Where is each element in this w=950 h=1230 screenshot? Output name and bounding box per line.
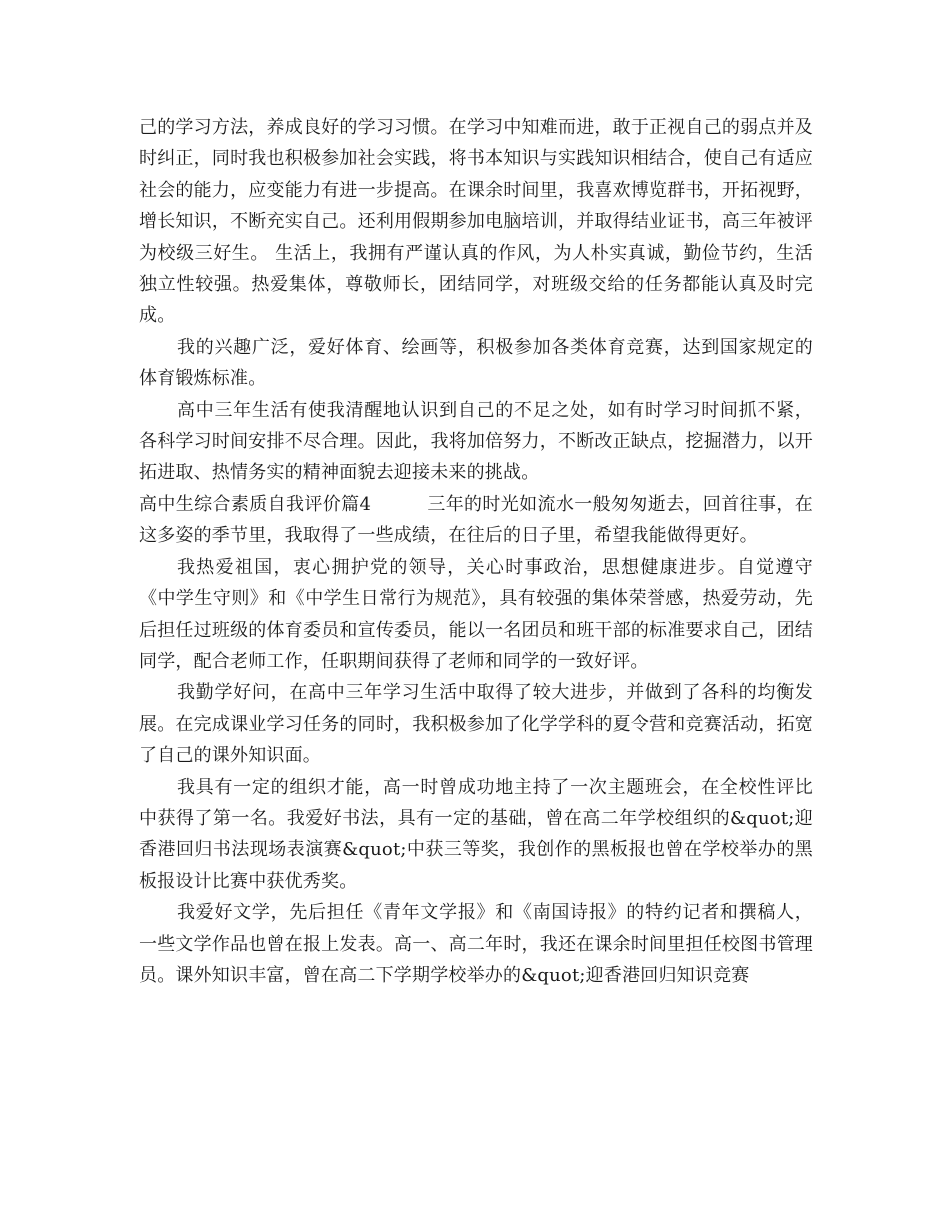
paragraph-literature: 我爱好文学，先后担任《青年文学报》和《南国诗报》的特约记者和撰稿人，一些文学作品也曾在报上发表。高一、高二年时，我还在课余时间里担任校图书管理员。课外知识丰富，曾在高二下学期学校举办的&quot;迎香港回归知识竞赛	[139, 902, 813, 986]
paragraph-shortcomings: 高中三年生活有使我清醒地认识到自己的不足之处，如有时学习时间抓不紧，各科学习时间安排不尽合理。因此，我将加倍努力，不断改正缺点，挖掘潜力，以开拓进取、热情务实的精神面貌去迎接未来的挑战。	[139, 399, 813, 484]
paragraph-section-4-intro	[139, 489, 813, 552]
paragraph-study-and-life: 己的学习方法，养成良好的学习习惯。在学习中知难而进，敢于正视自己的弱点并及时纠正，同时我也积极参加社会实践，将书本知识与实践知识相结合，使自己有适应社会的能力，应变能力有进一步提高。在课余时间里，我喜欢博览群书，开拓视野，增长知识，不断充实自己。还利用假期参加电脑培训，并取得结业证书，高三年被评为校级三好生。 生活上，我拥有严谨认真的作风，为人朴实真诚，勤俭节约，生活独立性较强。热爱集体，尊敬师长，团结同学，对班级交给的任务都能认真及时完成。	[139, 117, 813, 327]
paragraph-academics: 我勤学好问，在高中三年学习生活中取得了较大进步，并做到了各科的均衡发展。在完成课业学习任务的同时，我积极参加了化学学科的夏令营和竞赛活动，拓宽了自己的课外知识面。	[139, 682, 813, 767]
paragraph-patriotism: 我热爱祖国，衷心拥护党的领导，关心时事政治，思想健康进步。自觉遵守《中学生守则》和《中学生日常行为规范》，具有较强的集体荣誉感，热爱劳动，先后担任过班级的体育委员和宣传委员，能以一名团员和班干部的标准要求自己，团结同学，配合老师工作，任职期间获得了老师和同学的一致好评。	[139, 556, 813, 672]
section-intro-text: 三年的时光如流水一般匆匆逝去，回首往事，在这多姿的季节里，我取得了一些成绩，在往后的日子里，希望我能做得更好。	[139, 493, 813, 547]
section-heading: 高中生综合素质自我评价篇4	[139, 493, 372, 515]
document-page	[139, 112, 813, 991]
paragraph-interests: 我的兴趣广泛，爱好体育、绘画等，积极参加各类体育竞赛，达到国家规定的体育锻炼标准。	[139, 336, 813, 390]
paragraph-organization: 我具有一定的组织才能，高一时曾成功地主持了一次主题班会，在全校性评比中获得了第一名。我爱好书法，具有一定的基础，曾在高二年学校组织的&quot;迎香港回归书法现场表演赛&quot;中获三等奖，我创作的黑板报也曾在学校举办的黑板报设计比赛中获优秀奖。	[139, 776, 813, 892]
